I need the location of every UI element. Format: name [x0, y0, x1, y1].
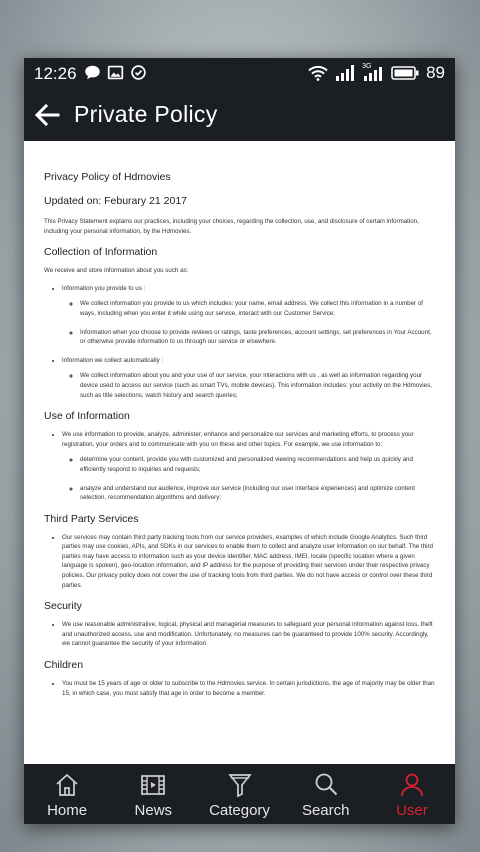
- collection-list: [44, 284, 435, 400]
- third-party-list: [44, 533, 435, 591]
- battery-icon: [391, 66, 419, 80]
- film-icon: [140, 772, 166, 798]
- list-item: • You must be 15 years of age or older to subscribe to the Hdmovies service. In certain jurisdictions, the age of majority may be older than 15, in which case, you must satisfy that age in order to become a member.: [62, 679, 435, 698]
- list-item: • Our services may contain third party tracking tools from our service providers, examples of which include Google Analytics. Such third parties may use cookies, APIs, and SDKs in our services to enable them to collect and analyze user information on our behalf. The third parties may have access to information such as your device identifier, MAC address, IMEI, locale (specific location where a given language is spoken), geo-location information, and IP address for the purpose of providing their services under their respective privacy policies. Our privacy policy does not cover the use of tracking tools from third parties. We do not have access or control over these third parties.: [62, 533, 435, 591]
- nav-item-home[interactable]: [24, 764, 110, 824]
- nav-item-search[interactable]: [283, 764, 369, 824]
- list-item-text: We use information to provide, analyze, administer, enhance and personalize our services and marketing efforts, to process your registration, your orders and to communicate with you on these and other topics. For example, we use information to:: [62, 431, 414, 448]
- phone-screen: [24, 58, 455, 824]
- sub-list: [62, 299, 435, 346]
- nav-item-news[interactable]: [110, 764, 196, 824]
- wifi-icon: [308, 65, 328, 81]
- image-icon: [107, 64, 124, 81]
- nav-label: User: [396, 802, 428, 819]
- network-type-label: 3G: [362, 63, 372, 70]
- filter-icon: [227, 772, 253, 798]
- section-heading-third-party: Third Party Services: [44, 512, 139, 525]
- status-bar: [24, 58, 455, 88]
- nav-label: Category: [209, 802, 270, 819]
- signal-bars-icon: [362, 65, 384, 81]
- signal-icon: [335, 65, 355, 81]
- network-3g-signal-icon: [362, 65, 384, 81]
- page-title: Private Policy: [74, 101, 218, 127]
- sub-list-item: ◦ We collect information about you and your use of our service, your interactions with us , as well as information regarding your device used to access our service (such as smart TVs, mobile devices). This information includes: your activity on the Hdmovies, such as title selections, watch history and search queries;: [80, 371, 435, 400]
- children-list: [44, 679, 435, 698]
- nav-item-category[interactable]: [196, 764, 282, 824]
- search-icon: [313, 772, 339, 798]
- section-heading-collection: Collection of Information: [44, 246, 158, 259]
- list-item: [62, 284, 435, 347]
- battery-percent: 89: [426, 63, 445, 82]
- nav-label: Home: [47, 802, 88, 819]
- section-heading-children: Children: [44, 659, 84, 672]
- chat-bubble-icon: [84, 64, 101, 81]
- nav-item-user[interactable]: [369, 764, 455, 824]
- sub-list: [62, 371, 435, 400]
- nav-label: Search: [301, 802, 350, 819]
- sub-list: [62, 455, 435, 502]
- section-heading-security: Security: [44, 600, 82, 613]
- policy-content[interactable]: [24, 141, 455, 764]
- collection-lead: We receive and store information about you such as:: [44, 267, 189, 275]
- list-item-text: Information you provide to us :: [62, 284, 146, 292]
- status-system-icons: [308, 63, 445, 83]
- sub-list-item: ◦ We collect information you provide to us which includes: your name, email address. We collect this information in a number of ways, including when you enter it while using our service, interact with our Customer Service;: [80, 299, 435, 318]
- security-list: [44, 620, 435, 649]
- sub-list-item: ◦ determine your content, provide you with customized and personalized viewing recommendations and help us quickly and efficiently respond to inquiries and requests;: [80, 455, 435, 474]
- intro-paragraph: This Privacy Statement explains our practices, including your choices, regarding the collection, use, and disclosure of certain information, including your personal information, by the Hdmovies.: [44, 218, 419, 235]
- bottom-navigation: [24, 764, 455, 824]
- nav-label: News: [134, 802, 173, 819]
- use-list: [44, 430, 435, 503]
- sub-list-item: ◦ Information when you choose to provide reviews or ratings, taste preferences, account settings, set preferences in Your Account, or otherwise provide information to us through our service or elsewhere.: [80, 328, 435, 347]
- list-item: [62, 430, 435, 503]
- list-item: • We use reasonable administrative, logical, physical and managerial measures to safeguard your personal information against loss, theft and unauthorized access, use and modification. Unfortunately, no measures can be guaranteed to provide 100% security. Accordingly, we cannot guarantee the security of your information: [62, 620, 435, 649]
- list-item-text: Information we collect automatically :: [62, 356, 164, 364]
- sub-list-item: ◦ analyze and understand our audience, improve our service (including our user interface experiences) and optimize content selection, recommendation algorithms and delivery;: [80, 484, 435, 503]
- home-icon: [54, 772, 80, 798]
- app-bar: [24, 88, 455, 141]
- user-icon: [399, 772, 425, 798]
- list-item: [62, 356, 435, 400]
- back-arrow-icon[interactable]: [32, 100, 62, 130]
- status-time: 12:26: [34, 64, 77, 83]
- check-circle-icon: [130, 64, 147, 81]
- document-updated-date: Updated on: Feburary 21 2017: [44, 195, 188, 207]
- document-title: Privacy Policy of Hdmovies: [44, 171, 171, 183]
- status-notification-icons: [84, 64, 147, 81]
- section-heading-use: Use of Information: [44, 410, 130, 423]
